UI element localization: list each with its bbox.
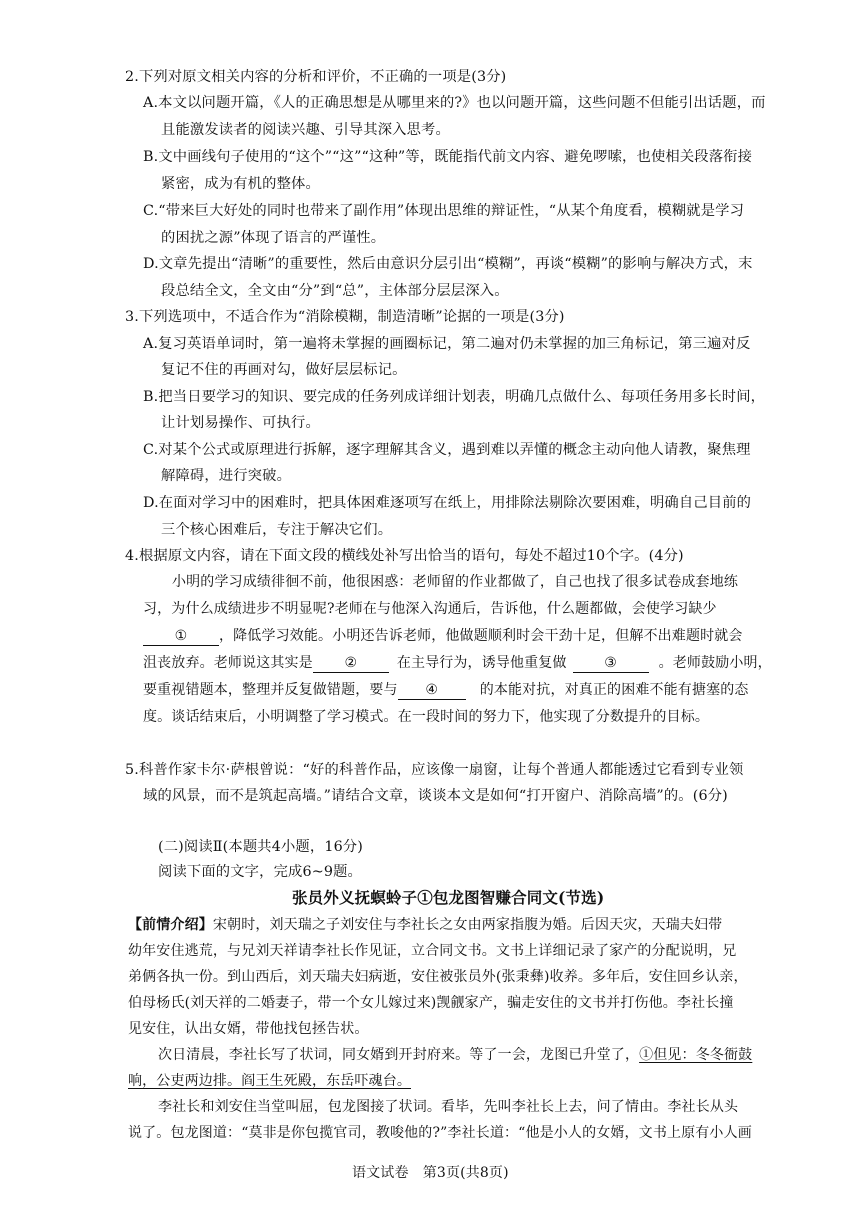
q4-stem: 4.根据原文内容，请在下面文段的横线处补写出恰当的语句，每处不超过10个字。(4分) xyxy=(125,548,684,564)
q4-passage-line5 xyxy=(143,680,749,700)
q3-option-b-line2: 让计划易操作、可执行。 xyxy=(161,415,320,431)
para3-line1: 李社长和刘安住当堂叫屈，包龙图接了状词。看毕，先叫李社长上去，问了情由。李社长从头 xyxy=(158,1099,739,1115)
para2-line2 xyxy=(128,1071,411,1091)
q2-option-a-line1: A.本文以问题开篇，《人的正确思想是从哪里来的?》也以问题开篇，这些问题不但能引出话题，而 xyxy=(143,95,766,111)
q2-option-b-line1: B.文中画线句子使用的“这个”“这”“这种”等，既能指代前文内容、避免啰嗦，也使相关段落衔接 xyxy=(143,149,753,165)
q3-option-c-line2: 解障碍，进行突破。 xyxy=(161,468,292,484)
para3-line2: 说了。包龙图道：“莫非是你包揽官司，教唆他的?”李社长道：“他是小人的女婿，文书上原有小人画 xyxy=(128,1125,752,1141)
underlined-sentence-1b: 响，公吏两边排。阎王生死殿，东岳吓魂台。 xyxy=(128,1073,411,1089)
q2-option-b-line2: 紧密，成为有机的整体。 xyxy=(161,176,320,192)
q3-stem: 3.下列选项中，不适合作为“消除模糊，制造清晰”论据的一项是(3分) xyxy=(125,309,565,325)
q3-option-d-line1: D.在面对学习中的困难时，把具体困难逐项写在纸上，用排除法剔除次要困难，明确自己目前的 xyxy=(143,495,752,511)
q4-passage-line6: 度。谈话结束后，小明调整了学习模式。在一段时间的努力下，他实现了分数提升的目标。 xyxy=(143,709,709,725)
q4-line4-text-b: 在主导行为，诱导他重复做 xyxy=(396,655,567,671)
q2-stem: 2.下列对原文相关内容的分析和评价，不正确的一项是(3分) xyxy=(125,69,507,85)
passage-title: 张员外义抚螟蛉子①包龙图智赚合同文(节选) xyxy=(292,888,605,907)
q3-option-a-line2: 复记不住的再画对勾，做好层层标记。 xyxy=(161,362,407,378)
q5-line1: 5.科普作家卡尔·萨根曾说：“好的科普作品，应该像一扇窗，让每个普通人都能透过它看到专业领 xyxy=(125,762,744,778)
para2-text: 次日清晨，李社长写了状词，同女婿到开封府来。等了一会，龙图已升堂了， xyxy=(158,1047,640,1063)
blank-2[interactable]: ② xyxy=(313,654,389,673)
blank-3[interactable]: ③ xyxy=(573,654,649,673)
intro-text-1: 宋朝时，刘天瑞之子刘安住与李社长之女由两家指腹为婚。后因天灾，天瑞夫妇带 xyxy=(212,917,723,933)
intro-line3: 弟俩各执一份。到山西后，刘天瑞夫妇病逝，安住被张员外(张秉彝)收养。多年后，安住回乡认亲， xyxy=(128,969,748,985)
q3-option-c-line1: C.对某个公式或原理进行拆解，逐字理解其含义，遇到难以弄懂的概念主动向他人请教，聚焦理 xyxy=(143,442,751,458)
q4-passage-line3 xyxy=(143,626,743,646)
para2-line1 xyxy=(158,1045,752,1065)
intro-label: 【前情介绍】 xyxy=(128,917,213,933)
q4-passage-line4 xyxy=(143,653,772,673)
q2-option-d-line1: D.文章先提出“清晰”的重要性，然后由意识分层引出“模糊”，再谈“模糊”的影响与解决方式，末 xyxy=(143,256,753,272)
q5-line2: 域的风景，而不是筑起高墙。”请结合文章，谈谈本文是如何“打开窗户、消除高墙”的。(6分) xyxy=(143,788,728,804)
q4-line4-text-a: 沮丧放弃。老师说这其实是 xyxy=(143,655,313,671)
section2-header: (二)阅读Ⅱ(本题共4小题，16分) xyxy=(158,839,363,855)
q4-line5-text-a: 要重视错题本，整理并反复做错题，要与 xyxy=(143,682,398,698)
q3-option-a-line1: A.复习英语单词时，第一遍将未掌握的画圈标记，第二遍对仍未掌握的加三角标记，第三遍对反 xyxy=(143,336,751,352)
q4-passage-line1: 小明的学习成绩徘徊不前，他很困惑：老师留的作业都做了，自己也找了很多试卷成套地练 xyxy=(172,574,738,590)
q3-option-b-line1: B.把当日要学习的知识、要完成的任务列成详细计划表，明确几点做什么、每项任务用多长时间， xyxy=(143,389,766,405)
q2-option-a-line2: 且能激发读者的阅读兴趣、引导其深入思考。 xyxy=(161,122,450,138)
intro-line5: 见安住，认出女婿，带他找包拯告状。 xyxy=(128,1021,369,1037)
section2-instruction: 阅读下面的文字，完成6~9题。 xyxy=(158,864,362,880)
q2-option-c-line1: C.“带来巨大好处的同时也带来了副作用”体现出思维的辩证性，“从某个角度看，模糊就是学习 xyxy=(143,203,745,219)
q4-line4-text-c: 。老师鼓励小明， xyxy=(658,655,772,671)
q4-passage-line2: 习，为什么成绩进步不明显呢?老师在与他深入沟通后，告诉他，什么题都做，会使学习缺少 xyxy=(143,601,717,617)
page-footer: 语文试卷 第3页(共8页) xyxy=(352,1165,509,1181)
intro-line2: 幼年安住逃荒，与兄刘天祥请李社长作见证，立合同文书。文书上详细记录了家产的分配说明，兄 xyxy=(128,943,737,959)
blank-4[interactable]: ④ xyxy=(398,681,466,700)
underlined-sentence-1a: ①但见：冬冬衙鼓 xyxy=(639,1047,753,1063)
intro-line1 xyxy=(128,915,722,935)
blank-1[interactable]: ① xyxy=(143,627,219,646)
q4-line5-text-b: 的本能对抗，对真正的困难不能有搪塞的态 xyxy=(479,682,749,698)
q3-option-d-line2: 三个核心困难后，专注于解决它们。 xyxy=(161,522,393,538)
q4-line3-text: ，降低学习效能。小明还告诉老师，他做题顺利时会干劲十足，但解不出难题时就会 xyxy=(219,628,743,644)
intro-line4: 伯母杨氏(刘天祥的二婚妻子，带一个女儿嫁过来)觊觎家产，骗走安住的文书并打伤他。李社长撞 xyxy=(128,995,734,1011)
q2-option-d-line2: 段总结全文，全文由“分”到“总”，主体部分层层深入。 xyxy=(161,283,509,299)
q2-option-c-line2: 的困扰之源”体现了语言的严谨性。 xyxy=(161,230,386,246)
